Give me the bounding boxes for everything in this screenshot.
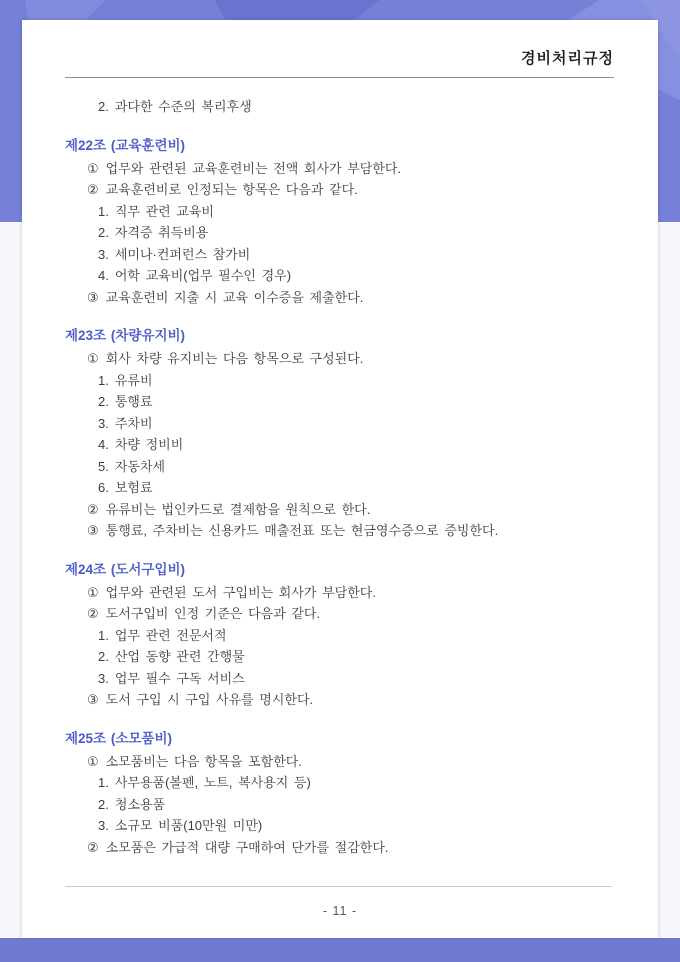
- item-text: 소모품비는 다음 항목을 포함한다.: [105, 753, 302, 769]
- item-text: 사무용품(볼펜, 노트, 복사용지 등): [114, 775, 311, 790]
- item-text: 교육훈련비로 인정되는 항목은 다음과 같다.: [105, 182, 358, 197]
- item-marker: ①: [87, 584, 99, 600]
- item-marker: ②: [87, 501, 99, 517]
- article-section: [65, 728, 614, 859]
- article-item: [65, 499, 614, 521]
- item-marker: ①: [87, 351, 99, 366]
- item-marker: ①: [87, 160, 99, 176]
- article-section: [65, 325, 614, 542]
- article-item: [65, 434, 614, 456]
- document-page: [22, 20, 658, 938]
- item-text: 자격증 취득비용: [114, 225, 209, 240]
- item-marker: 1.: [98, 203, 109, 219]
- document-page-inner: [22, 20, 658, 858]
- item-text: 과다한 수준의 복리후생: [114, 99, 252, 114]
- item-text: 업무 필수 구독 서비스: [114, 670, 245, 686]
- item-text: 통행료: [114, 394, 153, 409]
- item-marker: ③: [87, 692, 99, 707]
- item-marker: 4.: [98, 268, 109, 283]
- article-section: [65, 135, 614, 309]
- footer-rule: [65, 886, 612, 887]
- item-text: 소모품은 가급적 대량 구매하여 단가를 절감한다.: [105, 839, 389, 855]
- bottom-band-decoration: [0, 938, 680, 962]
- item-marker: 2.: [98, 99, 109, 114]
- item-marker: 2.: [98, 225, 109, 240]
- article-item: [65, 582, 614, 604]
- item-marker: 4.: [98, 437, 109, 452]
- item-marker: 2.: [98, 649, 109, 664]
- header-rule: [65, 77, 614, 78]
- item-text: 회사 차량 유지비는 다음 항목으로 구성된다.: [105, 351, 364, 366]
- article-item: [65, 668, 614, 690]
- item-text: 업무와 관련된 교육훈련비는 전액 회사가 부담한다.: [105, 160, 402, 176]
- item-marker: ②: [87, 182, 99, 197]
- article-item: [65, 244, 614, 266]
- item-text: 업무와 관련된 도서 구입비는 회사가 부담한다.: [105, 584, 376, 600]
- item-marker: 3.: [98, 415, 109, 431]
- item-marker: ②: [87, 839, 99, 855]
- item-text: 통행료, 주차비는 신용카드 매출전표 또는 현금영수증으로 증빙한다.: [105, 523, 499, 538]
- article-item: [65, 837, 614, 859]
- item-marker: ③: [87, 523, 99, 538]
- item-marker: 5.: [98, 458, 109, 474]
- item-text: 직무 관련 교육비: [114, 203, 214, 219]
- document-sections: [65, 135, 614, 859]
- item-text: 자동차세: [114, 458, 166, 474]
- item-marker: 1.: [98, 627, 109, 643]
- article-item: [65, 751, 614, 773]
- item-marker: ②: [87, 606, 99, 621]
- item-text: 어학 교육비(업무 필수인 경우): [114, 268, 292, 283]
- article-item: [65, 520, 614, 542]
- article-title: 제24조 (도서구입비): [65, 561, 186, 577]
- document-header-title: 경비처리규정: [521, 50, 614, 67]
- item-marker: 3.: [98, 670, 109, 686]
- article-item: [65, 625, 614, 647]
- article-title: 제23조 (차량유지비): [65, 328, 186, 343]
- article-item: [65, 391, 614, 413]
- item-text: 보험료: [114, 480, 153, 495]
- item-text: 교육훈련비 지출 시 교육 이수증을 제출한다.: [105, 289, 364, 305]
- article-item: [65, 201, 614, 223]
- item-text: 유류비는 법인카드로 결제함을 원칙으로 한다.: [105, 501, 371, 517]
- article-item: [65, 477, 614, 499]
- item-marker: 2.: [98, 796, 109, 812]
- item-text: 차량 정비비: [114, 437, 184, 452]
- article-item: [65, 646, 614, 668]
- article-item: [65, 413, 614, 435]
- item-text: 업무 관련 전문서적: [114, 627, 227, 643]
- article-item: [65, 794, 614, 816]
- item-marker: ③: [87, 289, 99, 305]
- item-marker: ①: [87, 753, 99, 769]
- article-item: [65, 689, 614, 711]
- article-item: [65, 348, 614, 370]
- item-text: 산업 동향 관련 간행물: [114, 649, 245, 664]
- article-item: [65, 222, 614, 244]
- item-marker: 6.: [98, 480, 109, 495]
- article-title: 제25조 (소모품비): [65, 730, 173, 746]
- document-content: [65, 96, 614, 858]
- article-item: [65, 772, 614, 794]
- item-text: 유류비: [114, 372, 153, 388]
- item-text: 세미나·컨퍼런스 참가비: [114, 246, 251, 262]
- item-text: 도서구입비 인정 기준은 다음과 같다.: [105, 606, 321, 621]
- item-text: 청소용품: [114, 796, 166, 812]
- item-marker: 3.: [98, 246, 109, 262]
- item-text: 소규모 비품(10만원 미만): [114, 818, 263, 833]
- item-text: 도서 구입 시 구입 사유를 명시한다.: [105, 692, 314, 707]
- article-item: [65, 456, 614, 478]
- article-item: [65, 265, 614, 287]
- article-item: [65, 370, 614, 392]
- item-marker: 1.: [98, 775, 109, 790]
- item-marker: 3.: [98, 818, 109, 833]
- article-item: [65, 96, 614, 118]
- article-item: [65, 158, 614, 180]
- item-marker: 1.: [98, 372, 109, 388]
- article-item: [65, 603, 614, 625]
- article-title: 제22조 (교육훈련비): [65, 137, 186, 153]
- article-section: [65, 559, 614, 711]
- article-item: [65, 179, 614, 201]
- item-marker: 2.: [98, 394, 109, 409]
- page-number: - 11 -: [322, 904, 358, 918]
- article-item: [65, 815, 614, 837]
- item-text: 주차비: [114, 415, 153, 431]
- document-header: [65, 20, 614, 68]
- article-item: [65, 287, 614, 309]
